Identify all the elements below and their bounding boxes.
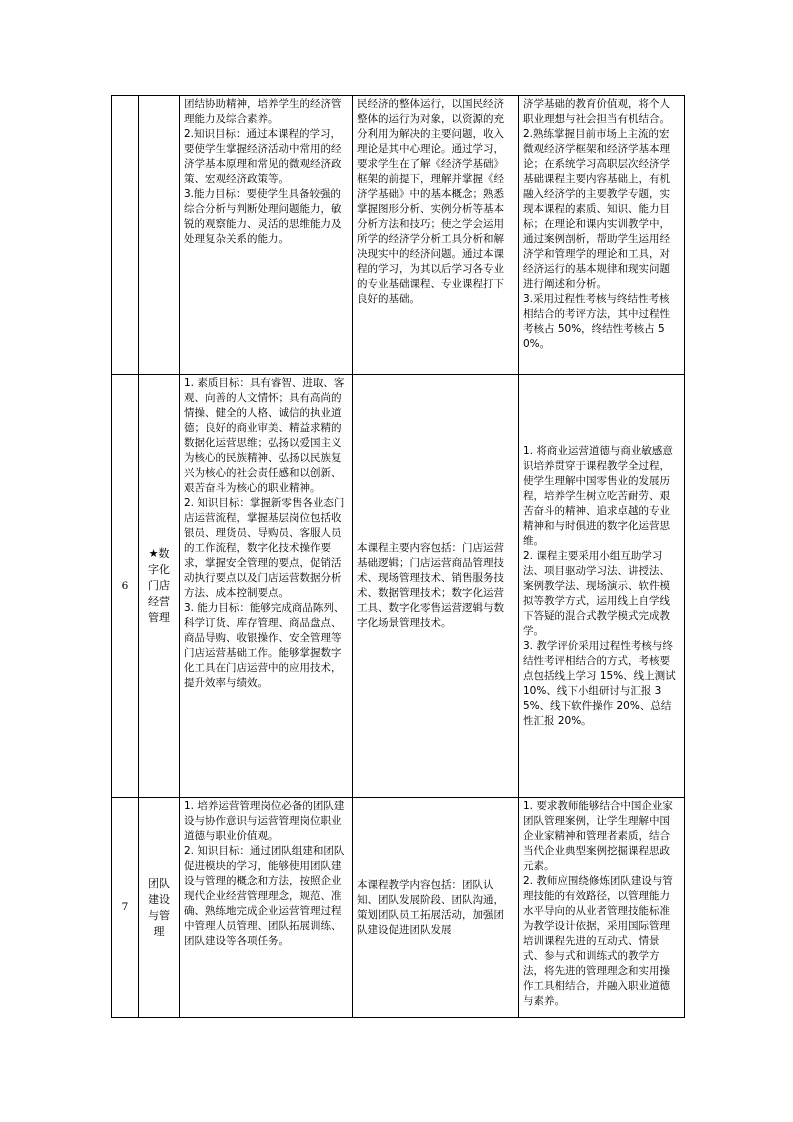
- row-number: 6: [112, 375, 139, 798]
- course-requirements: [519, 375, 685, 798]
- goal-paragraph: 1. 素质目标：具有睿智、进取、客观、向善的人文情怀；具有高尚的情操、健全的人格、诚信的执业道德；良好的商业审美、精益求精的数据化运营思维；弘扬以爱国主义为核心的民族精神、弘扬以民族复兴为核心的社会责任感和以创新、艰苦奋斗为核心的职业精神。: [184, 377, 345, 494]
- requirement-paragraph: 2. 教师应围绕修炼团队建设与管理技能的有效路径，以管理能力水平导向的从业者管理技能标准为教学设计依据，采用国际管理培训课程先进的互动式、情景式、参与式和训练式的教学方法，将先进的管理理念和实用操作工具相结合，并融入职业道德与素养。: [523, 875, 673, 1007]
- goal-paragraph: 团结协助精神，培养学生的经济管理能力及综合素养。: [184, 98, 342, 125]
- table-row: [112, 798, 685, 1018]
- goal-paragraph: 2.知识目标：通过本课程的学习，要使学生掌握经济活动中常用的经济学基本原理和常见的微观经济政策、宏观经济政策等。: [184, 128, 342, 185]
- goal-paragraph: 1. 培养运营管理岗位必备的团队建设与协作意识与运营管理岗位职业道德与职业价值观。: [184, 800, 345, 842]
- requirement-paragraph: 3. 教学评价采用过程性考核与终结性考评相结合的方式，考核要点包括线上学习 15%、线上测试 10%、线下小组研讨与汇报 35%、线下软件操作 20%、总结性汇报 20%。: [523, 639, 676, 727]
- row-number: [112, 96, 139, 375]
- course-goals: [180, 96, 353, 375]
- table-row: [112, 375, 685, 798]
- course-requirements: [519, 798, 685, 1018]
- course-name: ★数字化门店经营管理: [139, 375, 180, 798]
- goal-paragraph: 2. 知识目标：掌握新零售各业态门店运营流程，掌握基层岗位包括收银员、理货员、导购员、客服人员的工作流程，数字化技术操作要求，掌握安全管理的要点，促销活动执行要点以及门店运营数据分析方法、成本控制要点。: [184, 497, 345, 599]
- course-content: 本课程主要内容包括：门店运营基础逻辑；门店运营商品管理技术、现场管理技术、销售服务技术、数据管理技术；数字化运营工具、数字化零售运营逻辑与数字化场景管理技术。: [353, 375, 519, 798]
- course-name: [139, 96, 180, 375]
- goal-paragraph: 2. 知识目标：通过团队组建和团队促进模块的学习，能够使用团队建设与管理的概念和方法，按照企业现代企业经营管理理念，规范、准确、熟练地完成企业运营管理过程中管理人员管理、团队拓展训练、团队建设等各项任务。: [184, 845, 345, 947]
- course-table: [111, 95, 685, 1018]
- course-content: 民经济的整体运行，以国民经济整体的运行为对象，以资源的充分利用为解决的主要问题，收入理论是其中心理论。通过学习，要求学生在了解《经济学基础》框架的前提下，理解并掌握《经济学基础》中的基本概念；熟悉掌握图形分析、实例分析等基本分析方法和技巧；使之学会运用所学的经济学分析工具分析和解决现实中的经济问题。通过本课程的学习，为其以后学习各专业的专业基础课程、专业课程打下良好的基础。: [353, 96, 519, 375]
- course-goals: [180, 375, 353, 798]
- row-number: 7: [112, 798, 139, 1018]
- course-requirements: [519, 96, 685, 375]
- course-goals: [180, 798, 353, 1018]
- goal-paragraph: 3.能力目标：要使学生具备较强的综合分析与判断处理问题能力，敏锐的观察能力、灵活的思维能力及处理复杂关系的能力。: [184, 188, 342, 245]
- course-name: 团队建设与管理: [139, 798, 180, 1018]
- course-content: 本课程教学内容包括：团队认知、团队发展阶段、团队沟通，策划团队员工拓展活动，加强团队建设促进团队发展: [353, 798, 519, 1018]
- requirement-paragraph: 3.采用过程性考核与终结性考核相结合的考评方法，其中过程性考核占 50%，终结性考核占 50%。: [523, 293, 670, 350]
- goal-paragraph: 3. 能力目标：能够完成商品陈列、科学订货、库存管理、商品盘点、商品导购、收银操作、安全管理等门店运营基础工作。能够掌握数字化工具在门店运营中的应用技术，提升效率与绩效。: [184, 602, 345, 689]
- requirement-paragraph: 1. 将商业运营道德与商业敏感意识培养贯穿于课程教学全过程，使学生理解中国零售业的发展历程，培养学生树立吃苦耐劳、艰苦奋斗的精神、追求卓越的专业精神和与时俱进的数字化运营思维。: [523, 444, 673, 547]
- requirement-paragraph: 2.熟练掌握目前市场上主流的宏微观经济学框架和经济学基本理论；在系统学习高职层次经济学基础课程主要内容基础上，有机融入经济学的主要教学专题，实现本课程的素质、知识、能力目标；在理论和课内实训教学中，通过案例剖析，帮助学生运用经济学和管理学的理论和工具，对经济运行的基本规律和现实问题进行阐述和分析。: [523, 128, 670, 290]
- requirement-paragraph: 1. 要求教师能够结合中国企业家团队管理案例，让学生理解中国企业家精神和管理者素质，结合当代企业典型案例挖掘课程思政元素。: [523, 800, 673, 872]
- table-row: [112, 96, 685, 375]
- requirement-paragraph: 济学基础的教育价值观，将个人职业理想与社会担当有机结合。: [523, 98, 670, 125]
- requirement-paragraph: 2. 课程主要采用小组互助学习法、项目驱动学习法、讲授法、案例教学法、现场演示、软件模拟等教学方式，运用线上自学线下答疑的混合式教学模式完成教学。: [523, 549, 670, 637]
